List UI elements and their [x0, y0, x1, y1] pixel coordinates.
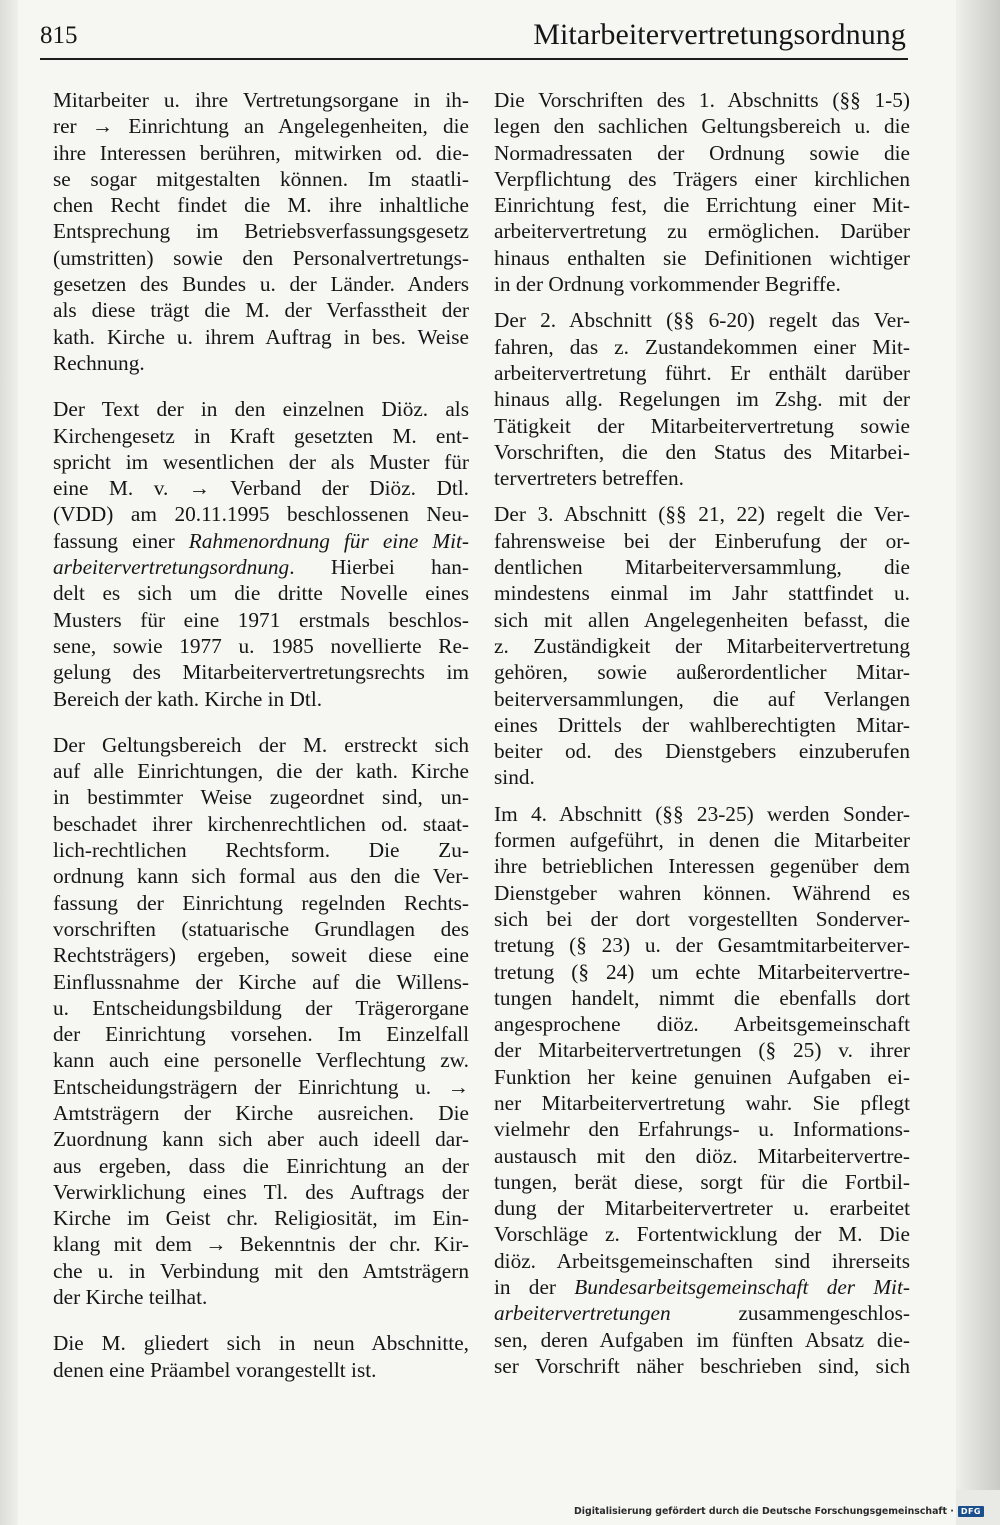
text-line: Musters für eine 1971 erstmals beschlos- — [53, 607, 469, 632]
italic-title-run: arbeitervertretungsordnung — [53, 555, 290, 580]
text-line: kann auch eine personelle Verflechtung zw. — [53, 1048, 469, 1073]
running-title: Mitarbeitervertretungsordnung — [533, 18, 906, 51]
text-line: der Kirche teilhat. — [53, 1285, 208, 1310]
text-line: (umstritten) sowie den Personalvertretungs- — [53, 245, 469, 270]
text-line: gesetzen des Bundes u. der Länder. Anders — [53, 272, 469, 297]
text-line: z. Zuständigkeit der Mitarbeitervertretung — [494, 633, 910, 658]
italic-title-run: arbeitervertretungen — [494, 1301, 671, 1326]
text-line: Vorschläge z. Fortentwicklung der M. Die — [494, 1222, 910, 1247]
text-line: Der Geltungsbereich der M. erstreckt sich — [53, 732, 469, 757]
text-line: der Einrichtung vorsehen. Im Einzelfall — [53, 1022, 469, 1047]
text-line: dentlichen Mitarbeiterversammlung, die — [494, 555, 910, 580]
text-line: fassung der Einrichtung regelnden Rechts- — [53, 890, 469, 915]
text-line: sen, deren Aufgaben im fünften Absatz die- — [494, 1327, 910, 1352]
text-line: ser Vorschrift näher beschrieben sind, sich — [494, 1353, 910, 1378]
paragraph-left-4 — [53, 1330, 469, 1383]
paragraph-left-3 — [53, 732, 469, 1311]
left-column — [53, 87, 469, 1383]
text-run: zusammengeschlos- — [670, 1301, 910, 1326]
line-group-b — [494, 1327, 910, 1380]
text-line: dung der Mitarbeitervertreter u. erarbeitet — [494, 1196, 910, 1221]
text-line: gelung des Mitarbeitervertretungsrechts im — [53, 660, 469, 685]
text-line: Funktion her keine genuinen Aufgaben ei- — [494, 1064, 910, 1089]
text-line: eines Drittels der wahlberechtigten Mitar- — [494, 712, 910, 737]
paragraph-left-1 — [53, 87, 469, 376]
digitization-credit — [574, 1503, 984, 1519]
text-line: vorschriften (statuarische Grundlagen des — [53, 916, 469, 941]
text-line: fahrensweise bei der Einberufung der or- — [494, 528, 910, 553]
text-line: als diese trägt die M. der Verfasstheit der — [53, 298, 469, 323]
text-line: gehören, sowie außerordentlicher Mitar- — [494, 660, 910, 685]
text-line: delt es sich um die dritte Novelle eines — [53, 581, 469, 606]
text-line: sene, sowie 1977 u. 1985 novellierte Re- — [53, 633, 469, 658]
text-line: Der Text der in den einzelnen Diöz. als — [53, 397, 469, 422]
text-line: arbeitervertretung führt. Er enthält darüber — [494, 360, 910, 385]
text-line: klang mit dem → Bekenntnis der chr. Kir- — [53, 1232, 469, 1257]
text-line: austausch mit den diöz. Mitarbeitervertre- — [494, 1143, 910, 1168]
text-line: legen den sachlichen Geltungsbereich u. die — [494, 114, 910, 139]
text-line — [494, 1274, 910, 1300]
text-line: auf alle Einrichtungen, die der kath. Kirche — [53, 759, 469, 784]
text-line: hinaus enthalten sie Definitionen wichtiger — [494, 245, 910, 270]
paragraph-right-1 — [494, 87, 910, 297]
text-line: Vorschriften, die den Status des Mitarbei- — [494, 439, 910, 464]
text-line: Zuordnung kann sich aber auch ideell dar- — [53, 1127, 469, 1152]
text-line: kath. Kirche u. ihrem Auftrag in bes. Weise — [53, 324, 469, 349]
paragraph-right-4 — [494, 801, 910, 1380]
text-line: Tätigkeit der Mitarbeitervertretung sowie — [494, 413, 910, 438]
text-line: Mitarbeiter u. ihre Vertretungsorgane in ih- — [53, 88, 469, 112]
text-line: Entscheidungsträgern der Einrichtung u. → — [53, 1074, 469, 1099]
text-line: fahren, das z. Zustandekommen einer Mit- — [494, 334, 910, 359]
text-line: ordnung kann sich formal aus den die Ver- — [53, 864, 469, 889]
text-line: hinaus allg. Regelungen im Zshg. mit der — [494, 387, 910, 412]
text-line: Die M. gliedert sich in neun Abschnitte, — [53, 1331, 469, 1356]
text-line: Dienstgeber wahren können. Während es — [494, 880, 910, 905]
text-line: Im 4. Abschnitt (§§ 23-25) werden Sonder- — [494, 801, 910, 826]
italic-title-run: Rahmenordnung für eine Mit- — [188, 528, 470, 553]
text-line: spricht im wesentlichen der als Muster für — [53, 449, 469, 474]
text-line: lich-rechtlichen Rechtsform. Die Zu- — [53, 838, 469, 863]
text-line: tretung (§ 24) um echte Mitarbeitervertre- — [494, 959, 910, 984]
text-line: Rechtsträgers) ergeben, soweit diese eine — [53, 943, 469, 968]
page-number: 815 — [40, 22, 78, 49]
text-line: u. Entscheidungsbildung der Trägerorgane — [53, 995, 469, 1020]
text-line: tungen handelt, nimmt die ebenfalls dort — [494, 985, 910, 1010]
text-line: angesprochene diöz. Arbeitsgemeinschaft — [494, 1012, 910, 1037]
text-line: beiterversammlungen, die auf Verlangen — [494, 686, 910, 711]
paragraph-left-2 — [53, 396, 469, 712]
right-column — [494, 87, 910, 1379]
text-line: arbeitervertretung zu ermöglichen. Darüber — [494, 219, 910, 244]
text-run: in der — [494, 1275, 575, 1300]
text-line: ihre Interessen berühren, mitwirken od. die- — [53, 140, 469, 165]
text-line: in bestimmter Weise zugeordnet sind, un- — [53, 785, 469, 810]
dfg-logo-icon: DFG — [958, 1506, 984, 1517]
text-line: Entsprechung im Betriebsverfassungsgesetz — [53, 219, 469, 244]
text-line: Kirche im Geist chr. Religiosität, im Ein- — [53, 1206, 469, 1231]
text-line: se sogar mitgestalten können. Im staatli- — [53, 166, 469, 191]
text-line: der Mitarbeitervertretungen (§ 25) v. ihrer — [494, 1038, 910, 1063]
text-run: . Hierbei han- — [289, 555, 469, 580]
text-line: beschadet ihrer kirchenrechtlichen od. staat- — [53, 811, 469, 836]
text-line: (VDD) am 20.11.1995 beschlossenen Neu- — [53, 502, 469, 527]
text-line: rer → Einrichtung an Angelegenheiten, die — [53, 114, 469, 139]
text-line: che u. in Verbindung mit den Amtsträgern — [53, 1258, 469, 1283]
header-rule — [40, 58, 908, 60]
text-line: Einflussnahme der Kirche auf die Willens- — [53, 969, 469, 994]
text-line: Rechnung. — [53, 350, 145, 375]
text-line: tungen, berät diese, sorgt für die Fortbil- — [494, 1169, 910, 1194]
text-line: Der 3. Abschnitt (§§ 21, 22) regelt die Ver- — [494, 502, 910, 527]
text-line: eine M. v. → Verband der Diöz. Dtl. — [53, 476, 469, 501]
paragraph-right-2 — [494, 307, 910, 491]
text-line: formen aufgeführt, in denen die Mitarbeiter — [494, 828, 910, 853]
text-line: denen eine Präambel vorangestellt ist. — [53, 1357, 377, 1382]
page-right-edge-shadow — [956, 0, 1000, 1490]
text-line: vielmehr den Erfahrungs- u. Informations- — [494, 1117, 910, 1142]
running-header — [40, 18, 906, 60]
line-group-a — [494, 801, 910, 1274]
page-left-edge-shadow — [0, 0, 18, 1525]
text-line: Kirchengesetz in Kraft gesetzten M. ent- — [53, 423, 469, 448]
text-line: ihre betrieblichen Interessen gegenüber dem — [494, 854, 910, 879]
text-line: mindestens einmal im Jahr stattfindet u. — [494, 581, 910, 606]
text-line: in der Ordnung vorkommender Begriffe. — [494, 272, 841, 297]
text-line: Verpflichtung des Trägers einer kirchlichen — [494, 166, 910, 191]
text-line: Bereich der kath. Kirche in Dtl. — [53, 686, 323, 711]
text-run: fassung einer — [53, 528, 189, 553]
text-line: Amtsträgern der Kirche ausreichen. Die — [53, 1100, 469, 1125]
text-line: sich mit allen Angelegenheiten befasst, die — [494, 607, 910, 632]
text-line: chen Recht findet die M. ihre inhaltliche — [53, 193, 469, 218]
text-line — [53, 528, 469, 554]
text-line: Einrichtung fest, die Errichtung einer Mit- — [494, 193, 910, 218]
text-line: sich bei der dort vorgestellten Sonderver- — [494, 906, 910, 931]
text-line: tretung (§ 23) u. der Gesamtmitarbeiterver- — [494, 933, 910, 958]
text-line: aus ergeben, dass die Einrichtung an der — [53, 1153, 469, 1178]
text-line: Der 2. Abschnitt (§§ 6-20) regelt das Ver- — [494, 308, 910, 333]
text-line — [53, 554, 469, 580]
italic-title-run: Bundesarbeitsgemeinschaft der Mit- — [574, 1275, 910, 1300]
paragraph-right-3 — [494, 501, 910, 790]
text-line: tervertreters betreffen. — [494, 466, 684, 491]
text-line: ner Mitarbeitervertretung wahr. Sie pflegt — [494, 1090, 910, 1115]
text-line — [494, 1300, 910, 1326]
text-line: sind. — [494, 765, 535, 790]
text-line: diöz. Arbeitsgemeinschaften sind ihrerseits — [494, 1248, 910, 1273]
text-line: Die Vorschriften des 1. Abschnitts (§§ 1-5) — [494, 88, 910, 112]
text-line: Normadressaten der Ordnung sowie die — [494, 140, 910, 165]
credit-text: Digitalisierung gefördert durch die Deutsche Forschungsgemeinschaft · — [573, 1505, 954, 1517]
text-line: Verwirklichung eines Tl. des Auftrags der — [53, 1179, 469, 1204]
text-line: beiter od. des Dienstgebers einzuberufen — [494, 739, 910, 764]
